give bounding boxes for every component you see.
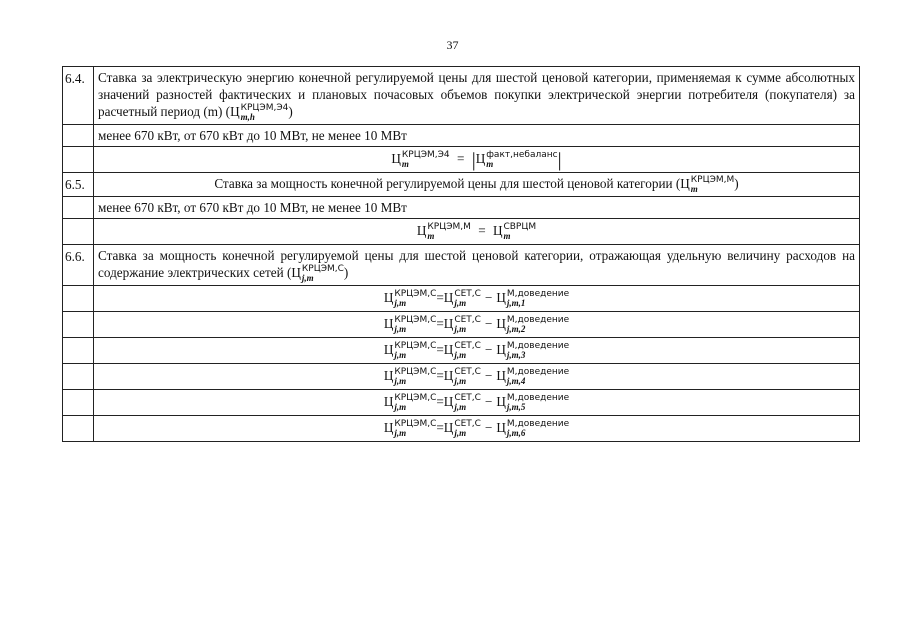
formula-row: [63, 286, 860, 312]
formula-row: [63, 364, 860, 390]
section-subtitle: менее 670 кВт, от 670 кВт до 10 МВт, не менее 10 МВт: [94, 125, 860, 147]
formula-row: [63, 416, 860, 442]
formula: Ц КРЦЭМ,С j,m =Ц СЕТ,С j,m − Ц М,доведение j,m,4: [94, 364, 860, 390]
section-6-5-subtitle-row: [63, 197, 860, 219]
section-6-5-title-row: [63, 173, 860, 197]
section-title: Ставка за мощность конечной регулируемой цены для шестой ценовой категории, отражающая удельную величину расходов на содержание электрических сетей (Ц КРЦЭМ,С j,m ): [94, 245, 860, 286]
formula-row: [63, 338, 860, 364]
section-number: 6.6.: [63, 245, 94, 286]
formula-row: [63, 312, 860, 338]
formula: Ц КРЦЭМ,С j,m =Ц СЕТ,С j,m − Ц М,доведение j,m,1: [94, 286, 860, 312]
section-6-4-subtitle-row: [63, 125, 860, 147]
formula: Ц КРЦЭМ,М m = Ц СВРЦМ m: [94, 219, 860, 245]
section-number: 6.4.: [63, 67, 94, 125]
section-6-4-title-row: [63, 67, 860, 125]
section-number: 6.5.: [63, 173, 94, 197]
formula: Ц КРЦЭМ,Э4 m = |Ц факт,небаланс m |: [94, 147, 860, 173]
formula: Ц КРЦЭМ,С j,m =Ц СЕТ,С j,m − Ц М,доведение j,m,5: [94, 390, 860, 416]
section-title: Ставка за электрическую энергию конечной регулируемой цены для шестой ценовой категории, применяемая к сумме абсолютных значений разностей фактических и плановых почасовых объемов покупки электрической энергии потребителя (покупателя) за расчетный период (m) (Ц КРЦЭМ,Э4 m,h ): [94, 67, 860, 125]
formula: Ц КРЦЭМ,С j,m =Ц СЕТ,С j,m − Ц М,доведение j,m,3: [94, 338, 860, 364]
section-6-4-formula-row: [63, 147, 860, 173]
tariff-table: [62, 66, 860, 442]
section-subtitle: менее 670 кВт, от 670 кВт до 10 МВт, не менее 10 МВт: [94, 197, 860, 219]
section-title: Ставка за мощность конечной регулируемой цены для шестой ценовой категории (Ц КРЦЭМ,М m ): [94, 173, 860, 197]
section-6-5-formula-row: [63, 219, 860, 245]
page-number: 37: [446, 38, 459, 52]
formula: Ц КРЦЭМ,С j,m =Ц СЕТ,С j,m − Ц М,доведение j,m,2: [94, 312, 860, 338]
section-6-6-title-row: [63, 245, 860, 286]
formula-row: [63, 390, 860, 416]
formula: Ц КРЦЭМ,С j,m =Ц СЕТ,С j,m − Ц М,доведение j,m,6: [94, 416, 860, 442]
